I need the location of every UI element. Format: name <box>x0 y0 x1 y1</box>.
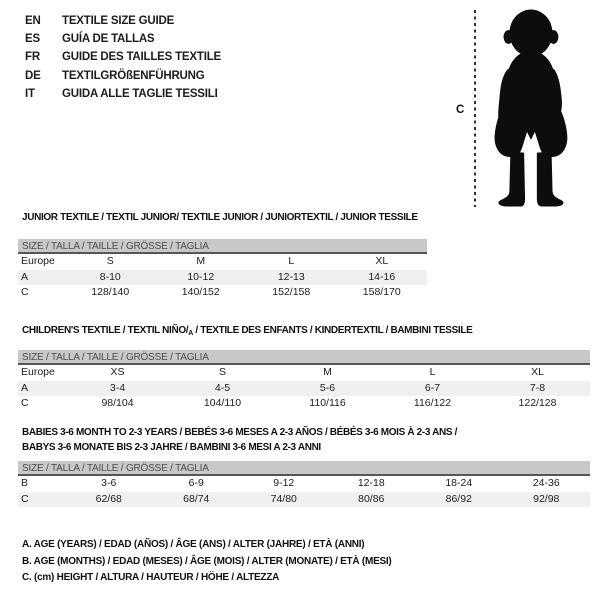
table-row <box>18 254 427 270</box>
section-title-babies <box>22 425 457 455</box>
junior-size-table <box>18 239 427 301</box>
cell: 62/68 <box>95 492 122 505</box>
cell: 3-6 <box>101 477 117 489</box>
list-item <box>25 48 221 66</box>
cell: 104/110 <box>203 397 242 409</box>
cell: 110/116 <box>309 397 346 409</box>
cell: 7-8 <box>529 381 546 394</box>
cell: 18-24 <box>445 477 473 489</box>
language-code: FR <box>25 51 40 64</box>
column-header: M <box>323 366 332 378</box>
cell: 10-12 <box>187 270 215 283</box>
footnote-b: B. AGE (MONTHS) / EDAD (MESES) / ÂGE (MOIS) / ALTER (MONATE) / ETÀ (MESI) <box>22 555 392 567</box>
row-label: B <box>21 477 29 489</box>
toddler-silhouette <box>480 6 578 213</box>
title-line: BABYS 3-6 MONATE BIS 2-3 JAHRE / BAMBINI 3-6 MESI A 2-3 ANNI <box>22 442 321 453</box>
cell: 128/140 <box>91 286 130 298</box>
column-header: L <box>288 255 295 267</box>
babies-size-table <box>18 461 590 507</box>
measure-c-label: C <box>456 104 465 116</box>
list-item <box>25 67 221 85</box>
column-header: XL <box>531 366 544 378</box>
language-code: EN <box>25 15 41 27</box>
language-title-list <box>25 12 221 103</box>
column-header: S <box>218 366 226 378</box>
cell: 12-13 <box>277 270 305 283</box>
dotted-measure-line <box>474 10 476 207</box>
language-code: IT <box>25 87 35 100</box>
cell: 152/158 <box>272 286 311 298</box>
cell: 5-6 <box>319 381 336 394</box>
table-row <box>18 285 427 301</box>
cell: 122/128 <box>518 397 557 409</box>
column-header: S <box>106 255 114 267</box>
cell: 9-12 <box>273 477 295 489</box>
legend-footnotes <box>22 537 392 587</box>
row-label: A <box>21 270 29 283</box>
column-header: M <box>196 255 206 267</box>
language-code: ES <box>25 33 40 46</box>
list-item <box>25 30 221 48</box>
footnote-c: C. (cm) HEIGHT / ALTURA / HAUTEUR / HÖHE / ALTEZZA <box>22 572 280 584</box>
cell: 68/74 <box>183 492 210 505</box>
size-header-bar: SIZE / TALLA / TAILLE / GRÖSSE / TAGLIA <box>18 461 590 476</box>
row-label: Europe <box>21 366 55 378</box>
section-title-junior: JUNIOR TEXTILE / TEXTIL JUNIOR/ TEXTILE JUNIOR / JUNIORTEXTIL / JUNIOR TESSILE <box>22 212 418 223</box>
cell: 140/152 <box>181 286 220 298</box>
list-item <box>25 85 221 103</box>
table-row <box>18 396 590 412</box>
guide-title: TEXTILGRÖßENFÜHRUNG <box>62 69 205 82</box>
row-label: A <box>21 381 29 394</box>
footnote-a: A. AGE (YEARS) / EDAD (AÑOS) / ÂGE (ANS) / ALTER (JAHRE) / ETÀ (ANNI) <box>22 539 365 550</box>
guide-title: TEXTILE SIZE GUIDE <box>62 15 175 27</box>
cell: 12-18 <box>357 477 385 489</box>
cell: 92/98 <box>533 492 560 505</box>
column-header: L <box>429 366 436 378</box>
cell: 8-10 <box>99 270 121 283</box>
row-label: C <box>21 286 29 298</box>
table-row <box>18 365 590 381</box>
cell: 74/80 <box>270 492 297 505</box>
cell: 98/104 <box>101 397 134 409</box>
table-row <box>18 492 590 508</box>
section-title-children <box>22 325 472 337</box>
size-header-bar: SIZE / TALLA / TAILLE / GRÖSSE / TAGLIA <box>18 350 590 365</box>
cell: 4-5 <box>214 381 231 394</box>
title-subscript: A <box>188 330 193 337</box>
cell: 6-9 <box>188 477 204 489</box>
row-label: C <box>21 492 29 505</box>
guide-title: GUIDA ALLE TAGLIE TESSILI <box>62 87 218 100</box>
cell: 86/92 <box>445 492 472 505</box>
row-label: C <box>21 397 29 409</box>
cell: 80/86 <box>358 492 385 505</box>
cell: 116/122 <box>413 397 452 409</box>
column-header: XL <box>375 255 389 267</box>
title-text: CHILDREN'S TEXTILE / TEXTIL NIÑO/ <box>22 325 189 336</box>
cell: 24-36 <box>532 477 560 489</box>
table-row <box>18 476 590 492</box>
language-code: DE <box>25 69 41 82</box>
cell: 158/170 <box>362 286 401 298</box>
list-item <box>25 12 221 30</box>
children-size-table <box>18 350 590 412</box>
cell: 6-7 <box>424 381 441 394</box>
guide-title: GUÍA DE TALLAS <box>62 33 155 46</box>
table-row <box>18 270 427 286</box>
height-measure-figure <box>450 6 595 216</box>
title-line: BABIES 3-6 MONTH TO 2-3 YEARS / BEBÉS 3-6 MESES A 2-3 AÑOS / BÉBÉS 3-6 MOIS À 2-3 ANS / <box>22 427 458 438</box>
column-header: XS <box>110 366 125 378</box>
table-row <box>18 381 590 397</box>
cell: 14-16 <box>368 270 396 283</box>
cell: 3-4 <box>109 381 126 394</box>
size-header-bar: SIZE / TALLA / TAILLE / GRÖSSE / TAGLIA <box>18 239 427 254</box>
title-text: / TEXTILE DES ENFANTS / KINDERTEXTIL / BAMBINI TESSILE <box>192 325 473 336</box>
guide-title: GUIDE DES TAILLES TEXTILE <box>62 51 221 64</box>
row-label: Europe <box>21 255 55 267</box>
